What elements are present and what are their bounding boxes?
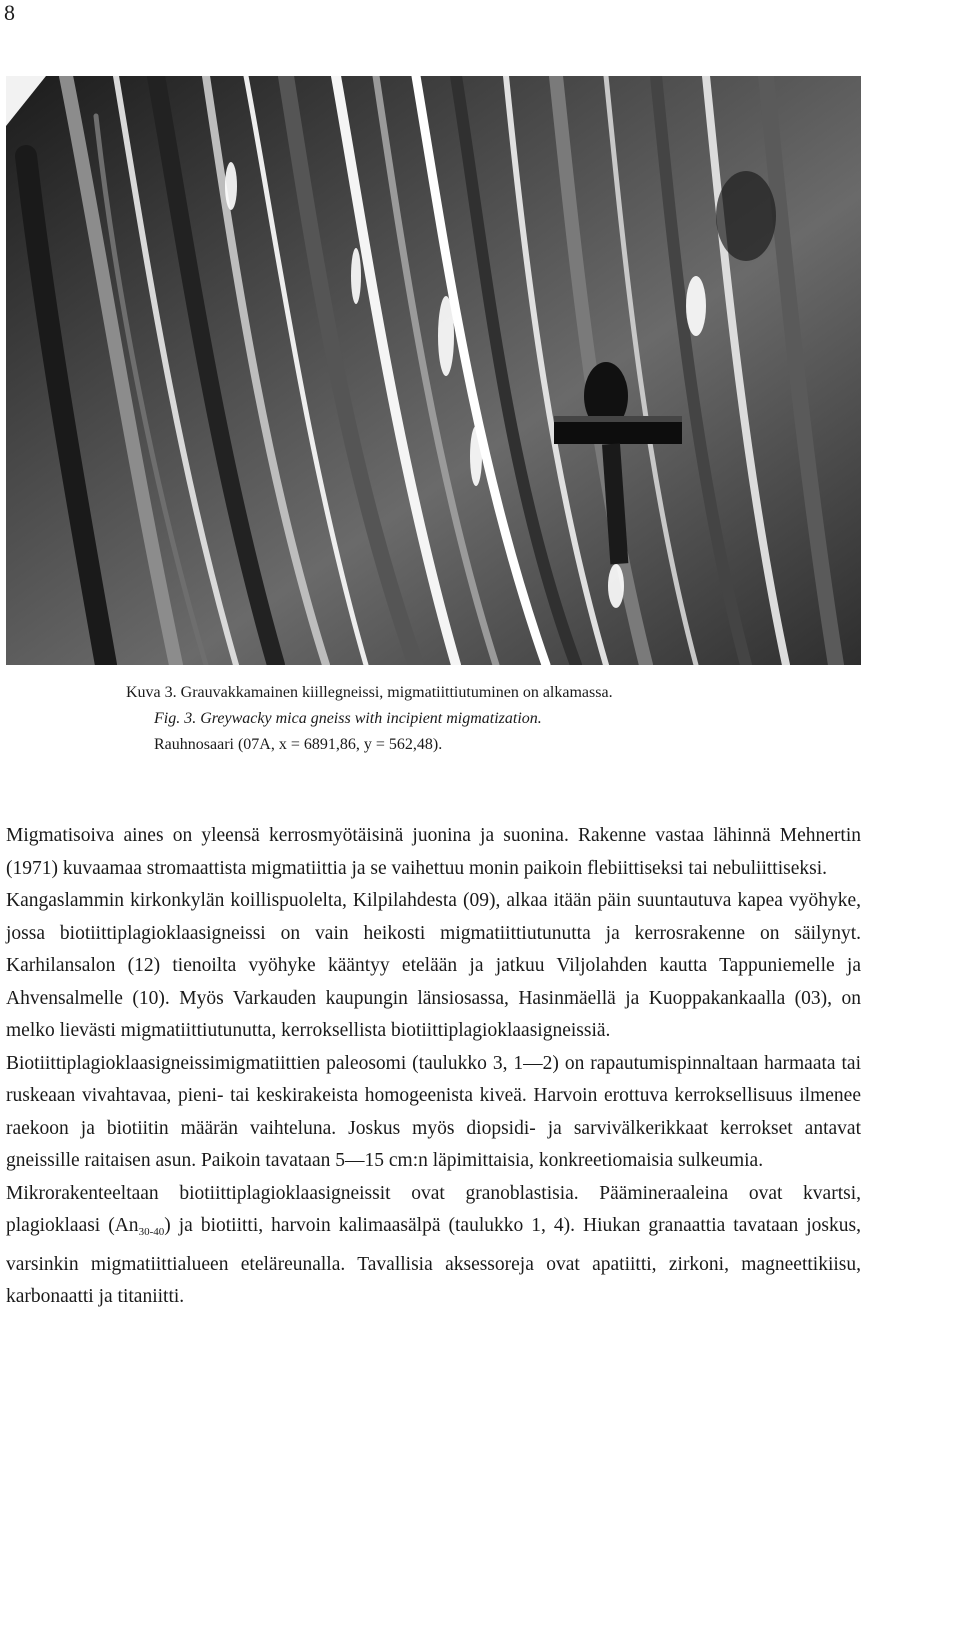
caption-english: Fig. 3. Greywacky mica gneiss with incipient migmatization.: [154, 710, 542, 727]
caption-location: Rauhnosaari (07A, x = 6891,86, y = 562,48).: [154, 736, 443, 753]
paragraph-4-part-1: Mikrorakenteeltaan biotiittiplagioklaasigneissit ovat granoblastisia. Päämineraaleina ovat kvartsi, plagioklaasi (An: [6, 1182, 861, 1236]
paragraph-4-part-2: ) ja biotiitti, harvoin kalimaasälpä (taulukko 1, 4). Hiukan granaattia tavataan joskus, varsinkin migmatiittialueen eteläreunalla. Tavallisia aksessoreja ovat apatiitti, zirkoni, magneettikiisu, karbonaatti ja titaniitti.: [6, 1215, 861, 1307]
paragraph-2: Kangaslammin kirkonkylän koillispuolelta, Kilpilahdesta (09), alkaa itään päin suuntautuva kapea vyöhyke, jossa biotiittiplagioklaasigneissi on vain heikosti migmatiittiutunutta ja kerrosrakenne on säilynyt. Karhilansalon (12) tienoilta vyöhyke kääntyy etelään ja jatkuu Viljolahden kautta Tappuniemelle ja Ahvensalmelle (10). Myös Varkauden kaupungin länsiosassa, Hasinmäellä ja Kuoppakankaalla (03), on melko lievästi migmatiittiutunutta, kerroksellista biotiittiplagioklaasigneissiä.: [6, 890, 861, 1041]
page-number: 8: [4, 0, 15, 25]
paragraph-4: [6, 1178, 861, 1314]
rock-outcrop-photo: [6, 76, 861, 665]
body-text: [6, 820, 861, 1314]
anorthite-subscript: 30-40: [138, 1226, 165, 1238]
caption-finnish: Kuva 3. Grauvakkamainen kiillegneissi, migmatiittiutuminen on alkamassa.: [126, 684, 613, 701]
figure-caption: [126, 680, 613, 758]
paragraph-3: Biotiittiplagioklaasigneissimigmatiittien paleosomi (taulukko 3, 1—2) on rapautumispinnaltaan harmaata tai ruskeaan vivahtavaa, pieni- tai keskirakeista homogeenista kiveä. Harvoin erottuva kerroksellisuus ilmenee raekoon ja biotiitin määrän vaihteluna. Joskus myös diopsidi- ja sarvivälkerikkaat kerrokset antavat gneissille raitaisen asun. Paikoin tavataan 5—15 cm:n läpimittaisia, konkreetiomaisia sulkeumia.: [6, 1052, 861, 1171]
paragraph-1: Migmatisoiva aines on yleensä kerrosmyötäisinä juonina ja suonina. Rakenne vastaa lähinnä Mehnertin (1971) kuvaamaa stromaattista migmatiittia ja se vaihettuu monin paikoin flebiittiseksi tai nebuliittiseksi.: [6, 825, 861, 879]
